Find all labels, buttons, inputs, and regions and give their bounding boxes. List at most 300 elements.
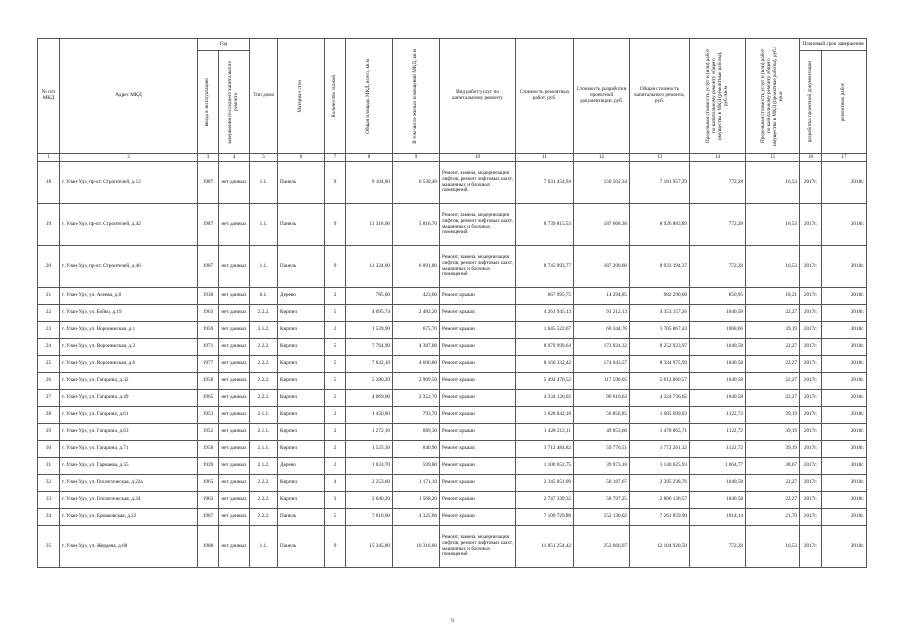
address-cell: г. Улан-Удэ, ул. Воронежская, д.2 (60, 339, 198, 356)
row-number-cell: 22 (38, 305, 60, 322)
wall-material-cell: Кирпич (278, 339, 325, 356)
column-number: 5 (250, 154, 278, 162)
wall-material-cell: Кирпич (278, 424, 325, 441)
deadline-design-cell: 2017г. (800, 441, 822, 458)
repair-cost-cell: 8 745 993,77 (516, 246, 574, 288)
deadline-repair-cell: 2018г. (822, 441, 867, 458)
commission-year-cell: 1952 (198, 424, 219, 441)
address-cell: г. Улан-Удэ, ул. Воронежская, д.1 (60, 322, 198, 339)
house-type-cell: 2.2.2. (250, 492, 278, 509)
column-number: 11 (516, 154, 574, 162)
column-number: 7 (325, 154, 346, 162)
row-number-cell: 20 (38, 246, 60, 288)
last-repair-cell: нет данных (219, 356, 250, 373)
limit-design-cell: 39,19 (746, 407, 800, 424)
floors-cell: 2 (325, 458, 346, 475)
header-last-repair-year: завершения последнего капитального ремонта (219, 51, 250, 154)
limit-repair-cell: 772,28 (690, 526, 746, 568)
deadline-design-cell: 2017г. (800, 475, 822, 492)
house-type-cell: 2.2.2. (250, 475, 278, 492)
living-area-cell: 689,30 (393, 424, 440, 441)
floors-cell: 5 (325, 356, 346, 373)
house-type-cell: 2.2.2. (250, 390, 278, 407)
deadline-repair-cell: 2018г. (822, 162, 867, 204)
table-row (38, 373, 867, 390)
column-number: 15 (746, 154, 800, 162)
last-repair-cell: нет данных (219, 441, 250, 458)
deadline-repair-cell: 2018г. (822, 390, 867, 407)
living-area-cell: 6 091,80 (393, 246, 440, 288)
column-number: 2 (60, 154, 198, 162)
total-area-cell: 4 095,74 (346, 305, 393, 322)
floors-cell: 2 (325, 288, 346, 305)
address-cell: г. Улан-Удэ, ул. Гагарина, д.49 (60, 390, 198, 407)
repair-cost-cell: 8 160 332,42 (516, 356, 574, 373)
wall-material-cell: Кирпич (278, 373, 325, 390)
deadline-repair-cell: 2018г. (822, 475, 867, 492)
total-area-cell: 7 010,60 (346, 509, 393, 526)
limit-design-cell: 22,27 (746, 305, 800, 322)
column-number: 17 (822, 154, 867, 162)
deadline-design-cell: 2017г. (800, 492, 822, 509)
design-cost-cell: 58 797,25 (574, 492, 630, 509)
limit-design-cell: 22,27 (746, 492, 800, 509)
limit-design-cell: 16,53 (746, 526, 800, 568)
repair-cost-cell: 7 031 454,94 (516, 162, 574, 204)
total-cost-cell: 5 612 060,57 (630, 373, 690, 390)
commission-year-cell: 1959 (198, 322, 219, 339)
repair-cost-cell: 1 100 652,75 (516, 458, 574, 475)
row-number-cell: 18 (38, 162, 60, 204)
repair-cost-cell: 1 428 212,11 (516, 424, 574, 441)
limit-repair-cell: 1040,58 (690, 492, 746, 509)
repair-cost-cell: 8 739 815,53 (516, 204, 574, 246)
limit-repair-cell: 1068,66 (690, 322, 746, 339)
limit-design-cell: 22,27 (746, 475, 800, 492)
work-type-cell: Ремонт, замена, модернизация лифтов, ремонт лифтовых шахт, машинных и блочных помещений (440, 204, 516, 246)
design-cost-cell: 152 130,02 (574, 509, 630, 526)
repair-cost-cell: 7 109 729,88 (516, 509, 574, 526)
deadline-repair-cell: 2018г. (822, 509, 867, 526)
total-cost-cell: 1 140 625,93 (630, 458, 690, 475)
row-number-cell: 29 (38, 424, 60, 441)
floors-cell: 2 (325, 407, 346, 424)
column-number: 13 (630, 154, 690, 162)
work-type-cell: Ремонт крыши (440, 373, 516, 390)
last-repair-cell: нет данных (219, 509, 250, 526)
living-area-cell: 6 530,40 (393, 162, 440, 204)
last-repair-cell: нет данных (219, 322, 250, 339)
address-cell: г. Улан-Удэ, ул. Гагарина, д.32 (60, 373, 198, 390)
deadline-design-cell: 2017г. (800, 246, 822, 288)
living-area-cell: 793,70 (393, 407, 440, 424)
house-type-cell: 6.1. (250, 288, 278, 305)
repair-cost-cell: 2 345 051,09 (516, 475, 574, 492)
design-cost-cell: 50 187,67 (574, 475, 630, 492)
total-area-cell: 11 324,00 (346, 246, 393, 288)
row-number-cell: 23 (38, 322, 60, 339)
living-area-cell: 2 909,50 (393, 373, 440, 390)
last-repair-cell: нет данных (219, 424, 250, 441)
column-number: 16 (800, 154, 822, 162)
limit-repair-cell: 1040,58 (690, 356, 746, 373)
commission-year-cell: 1958 (198, 373, 219, 390)
floors-cell: 9 (325, 204, 346, 246)
header-deadline-design: разработка проектной документации (800, 51, 822, 154)
work-type-cell: Ремонт крыши (440, 288, 516, 305)
design-cost-cell: 60 344,76 (574, 322, 630, 339)
column-number: 10 (440, 154, 516, 162)
design-cost-cell: 172 924,32 (574, 339, 630, 356)
deadline-design-cell: 2017г. (800, 305, 822, 322)
living-area-cell: 4 606,80 (393, 356, 440, 373)
wall-material-cell: Кирпич (278, 305, 325, 322)
design-cost-cell: 90 616,63 (574, 390, 630, 407)
commission-year-cell: 1987 (198, 246, 219, 288)
header-work-type: Вид работ/услуг по капитальному ремонту (440, 39, 516, 154)
design-cost-cell: 174 643,57 (574, 356, 630, 373)
header-mkd-number: № п/п МКД (38, 39, 60, 154)
design-cost-cell: 39 973,18 (574, 458, 630, 475)
work-type-cell: Ремонт крыши (440, 509, 516, 526)
total-cost-cell: 7 181 957,29 (630, 162, 690, 204)
floors-cell: 5 (325, 373, 346, 390)
deadline-repair-cell: 2018г. (822, 356, 867, 373)
house-type-cell: 2.1.2. (250, 458, 278, 475)
deadline-design-cell: 2017г. (800, 424, 822, 441)
repair-cost-cell: 11 851 254,42 (516, 526, 574, 568)
table-row (38, 356, 867, 373)
house-type-cell: 2.2.2. (250, 373, 278, 390)
address-cell: г. Улан-Удэ, пр-кт. Строителей, д.42 (60, 204, 198, 246)
row-number-cell: 34 (38, 509, 60, 526)
header-design-cost: Стоимость разработки проектной документации, руб. (574, 39, 630, 154)
deadline-design-cell: 2017г. (800, 356, 822, 373)
address-cell: г. Улан-Удэ, ул. Бойко, д.19 (60, 305, 198, 322)
work-type-cell: Ремонт крыши (440, 339, 516, 356)
limit-repair-cell: 1040,58 (690, 305, 746, 322)
house-type-cell: 3.1.2. (250, 322, 278, 339)
row-number-cell: 32 (38, 475, 60, 492)
table-row (38, 407, 867, 424)
house-type-cell: 1.1. (250, 246, 278, 288)
total-area-cell: 11 316,00 (346, 204, 393, 246)
header-total-area: Общая площадь МКД, всего, кв.м (346, 39, 393, 154)
total-area-cell: 9 104,80 (346, 162, 393, 204)
house-type-cell: 2.2.2. (250, 509, 278, 526)
total-area-cell: 15 345,80 (346, 526, 393, 568)
total-area-cell: 2 253,60 (346, 475, 393, 492)
limit-design-cell: 39,19 (746, 441, 800, 458)
limit-repair-cell: 1 064,77 (690, 458, 746, 475)
wall-material-cell: Панель (278, 509, 325, 526)
wall-material-cell: Панель (278, 246, 325, 288)
wall-material-cell: Панель (278, 526, 325, 568)
wall-material-cell: Кирпич (278, 475, 325, 492)
house-type-cell: 1.1. (250, 526, 278, 568)
last-repair-cell: нет данных (219, 458, 250, 475)
capital-repair-table (37, 38, 867, 568)
floors-cell: 5 (325, 509, 346, 526)
deadline-design-cell: 2017г. (800, 526, 822, 568)
column-number-row (38, 154, 867, 162)
limit-design-cell: 22,27 (746, 390, 800, 407)
floors-cell: 9 (325, 246, 346, 288)
last-repair-cell: нет данных (219, 305, 250, 322)
address-cell: г. Улан-Удэ, ул. Гагарина, д.71 (60, 441, 198, 458)
deadline-design-cell: 2017г. (800, 458, 822, 475)
repair-cost-cell: 667 995,75 (516, 288, 574, 305)
total-cost-cell: 8 933 194,37 (630, 246, 690, 288)
work-type-cell: Ремонт крыши (440, 305, 516, 322)
address-cell: г. Улан-Удэ, ул. Геологическая, д.22а (60, 475, 198, 492)
row-number-cell: 31 (38, 458, 60, 475)
row-number-cell: 21 (38, 288, 60, 305)
commission-year-cell: 1987 (198, 204, 219, 246)
total-cost-cell: 1 772 261,32 (630, 441, 690, 458)
total-cost-cell: 4 353 157,26 (630, 305, 690, 322)
limit-design-cell: 18,21 (746, 288, 800, 305)
last-repair-cell: нет данных (219, 407, 250, 424)
total-area-cell: 1 450,80 (346, 407, 393, 424)
floors-cell: 3 (325, 492, 346, 509)
wall-material-cell: Дерево (278, 288, 325, 305)
floors-cell: 2 (325, 322, 346, 339)
header-repair-cost: Стоимость ремонтных работ, руб. (516, 39, 574, 154)
work-type-cell: Ремонт крыши (440, 475, 516, 492)
deadline-repair-cell: 2018г. (822, 492, 867, 509)
address-cell: г. Улан-Удэ, ул. Геологическая, д.24 (60, 492, 198, 509)
design-cost-cell: 117 590,05 (574, 373, 630, 390)
work-type-cell: Ремонт крыши (440, 407, 516, 424)
last-repair-cell: нет данных (219, 390, 250, 407)
total-cost-cell: 682 290,60 (630, 288, 690, 305)
design-cost-cell: 187 068,36 (574, 204, 630, 246)
floors-cell: 5 (325, 305, 346, 322)
limit-repair-cell: 1122,72 (690, 424, 746, 441)
last-repair-cell: нет данных (219, 288, 250, 305)
repair-cost-cell: 4 261 945,13 (516, 305, 574, 322)
commission-year-cell: 1953 (198, 407, 219, 424)
wall-material-cell: Кирпич (278, 407, 325, 424)
total-area-cell: 1 525,30 (346, 441, 393, 458)
house-type-cell: 1.1. (250, 162, 278, 204)
total-cost-cell: 1 685 699,03 (630, 407, 690, 424)
commission-year-cell: 1963 (198, 305, 219, 322)
last-repair-cell: нет данных (219, 204, 250, 246)
repair-cost-cell: 2 747 339,32 (516, 492, 574, 509)
total-area-cell: 1 272,10 (346, 424, 393, 441)
total-area-cell: 1 033,70 (346, 458, 393, 475)
living-area-cell: 599,80 (393, 458, 440, 475)
deadline-repair-cell: 2018г. (822, 373, 867, 390)
deadline-repair-cell: 2018г. (822, 288, 867, 305)
work-type-cell: Ремонт, замена, модернизация лифтов, ремонт лифтовых шахт, машинных и блочных помещений (440, 526, 516, 568)
header-year-group: Год (198, 39, 250, 51)
wall-material-cell: Кирпич (278, 390, 325, 407)
deadline-design-cell: 2017г. (800, 373, 822, 390)
last-repair-cell: нет данных (219, 492, 250, 509)
deadline-repair-cell: 2018г. (822, 458, 867, 475)
header-wall-material: Материал стен (278, 39, 325, 154)
header-address: Адрес МКД (60, 39, 198, 154)
table-row (38, 339, 867, 356)
limit-repair-cell: 772,28 (690, 246, 746, 288)
repair-cost-cell: 4 234 120,02 (516, 390, 574, 407)
living-area-cell: 2 352,70 (393, 390, 440, 407)
address-cell: г. Улан-Удэ, ул. Воронежская, д.6 (60, 356, 198, 373)
limit-design-cell: 22,27 (746, 356, 800, 373)
column-number: 8 (346, 154, 393, 162)
total-cost-cell: 2 806 136,57 (630, 492, 690, 509)
limit-repair-cell: 850,95 (690, 288, 746, 305)
work-type-cell: Ремонт крыши (440, 390, 516, 407)
house-type-cell: 2.2.2. (250, 339, 278, 356)
deadline-design-cell: 2017г. (800, 390, 822, 407)
living-area-cell: 1 171,10 (393, 475, 440, 492)
commission-year-cell: 1971 (198, 339, 219, 356)
limit-repair-cell: 772,28 (690, 162, 746, 204)
limit-repair-cell: 1040,58 (690, 373, 746, 390)
house-type-cell: 2.1.1. (250, 424, 278, 441)
address-cell: г. Улан-Удэ, ул. Жердева, д.68 (60, 526, 198, 568)
commission-year-cell: 1930 (198, 288, 219, 305)
design-cost-cell: 187 200,60 (574, 246, 630, 288)
total-area-cell: 5 280,20 (346, 373, 393, 390)
commission-year-cell: 1977 (198, 356, 219, 373)
repair-cost-cell: 5 494 470,52 (516, 373, 574, 390)
row-number-cell: 33 (38, 492, 60, 509)
deadline-design-cell: 2017г. (800, 162, 822, 204)
total-area-cell: 2 640,20 (346, 492, 393, 509)
total-cost-cell: 2 395 238,76 (630, 475, 690, 492)
header-deadline-repair: ремонтных работ (822, 51, 867, 154)
total-cost-cell: 4 324 736,65 (630, 390, 690, 407)
table-row (38, 288, 867, 305)
floors-cell: 9 (325, 162, 346, 204)
header-commission-year: ввода в эксплуатацию (198, 51, 219, 154)
work-type-cell: Ремонт крыши (440, 458, 516, 475)
last-repair-cell: нет данных (219, 475, 250, 492)
work-type-cell: Ремонт, замена, модернизация лифтов, ремонт лифтовых шахт, машинных и блочных помещений (440, 246, 516, 288)
limit-repair-cell: 1122,72 (690, 407, 746, 424)
table-row (38, 390, 867, 407)
last-repair-cell: нет данных (219, 162, 250, 204)
total-cost-cell: 12 104 920,50 (630, 526, 690, 568)
limit-design-cell: 16,53 (746, 246, 800, 288)
work-type-cell: Ремонт крыши (440, 356, 516, 373)
deadline-design-cell: 2017г. (800, 204, 822, 246)
row-number-cell: 28 (38, 407, 60, 424)
deadline-repair-cell: 2018г. (822, 424, 867, 441)
deadline-repair-cell: 2018г. (822, 246, 867, 288)
design-cost-cell: 49 853,60 (574, 424, 630, 441)
column-number: 4 (219, 154, 250, 162)
total-cost-cell: 7 261 859,90 (630, 509, 690, 526)
design-cost-cell: 150 502,34 (574, 162, 630, 204)
floors-cell: 5 (325, 339, 346, 356)
floors-cell: 9 (325, 526, 346, 568)
limit-repair-cell: 1014,14 (690, 509, 746, 526)
row-number-cell: 24 (38, 339, 60, 356)
row-number-cell: 25 (38, 356, 60, 373)
limit-design-cell: 39,19 (746, 424, 800, 441)
commission-year-cell: 1958 (198, 441, 219, 458)
page-number: 9 (451, 619, 454, 624)
living-area-cell: 1 568,20 (393, 492, 440, 509)
address-cell: г. Улан-Удэ, ул. Гармаева, д.55 (60, 458, 198, 475)
header-living-area: В том числе жилых помещений МКД, кв.м (393, 39, 440, 154)
living-area-cell: 4 387,00 (393, 339, 440, 356)
living-area-cell: 675,70 (393, 322, 440, 339)
header-total-cost: Общая стоимость капитального ремонта, руб. (630, 39, 690, 154)
repair-cost-cell: 1 712 484,82 (516, 441, 574, 458)
commission-year-cell: 1965 (198, 475, 219, 492)
row-number-cell: 26 (38, 373, 60, 390)
floors-cell: 4 (325, 475, 346, 492)
house-type-cell: 2.1.1. (250, 441, 278, 458)
floors-cell: 5 (325, 390, 346, 407)
row-number-cell: 35 (38, 526, 60, 568)
limit-repair-cell: 1040,58 (690, 475, 746, 492)
total-area-cell: 785,00 (346, 288, 393, 305)
repair-cost-cell: 1 628 842,18 (516, 407, 574, 424)
address-cell: г. Улан-Удэ, ул. Ермаковская, д.22 (60, 509, 198, 526)
commission-year-cell: 1963 (198, 492, 219, 509)
header-floors: Количество этажей (325, 39, 346, 154)
table-row (38, 509, 867, 526)
last-repair-cell: нет данных (219, 246, 250, 288)
commission-year-cell: 1987 (198, 509, 219, 526)
column-number: 9 (393, 154, 440, 162)
wall-material-cell: Кирпич (278, 322, 325, 339)
last-repair-cell: нет данных (219, 526, 250, 568)
total-area-cell: 7 842,10 (346, 356, 393, 373)
table-row (38, 162, 867, 204)
design-cost-cell: 59 776,51 (574, 441, 630, 458)
address-cell: г. Улан-Удэ, ул. Асеева, д.8 (60, 288, 198, 305)
column-number: 1 (38, 154, 60, 162)
design-cost-cell: 56 856,85 (574, 407, 630, 424)
floors-cell: 2 (325, 424, 346, 441)
work-type-cell: Ремонт крыши (440, 492, 516, 509)
living-area-cell: 5 816,70 (393, 204, 440, 246)
limit-repair-cell: 1040,58 (690, 339, 746, 356)
table-row (38, 458, 867, 475)
living-area-cell: 2 482,20 (393, 305, 440, 322)
deadline-repair-cell: 2018г. (822, 407, 867, 424)
floors-cell: 2 (325, 441, 346, 458)
deadline-design-cell: 2017г. (800, 288, 822, 305)
limit-design-cell: 22,27 (746, 373, 800, 390)
total-cost-cell: 8 926 883,89 (630, 204, 690, 246)
deadline-design-cell: 2017г. (800, 509, 822, 526)
address-cell: г. Улан-Удэ, пр-кт. Строителей, д.12 (60, 162, 198, 204)
table-row (38, 424, 867, 441)
commission-year-cell: 1939 (198, 458, 219, 475)
living-area-cell: 4 325,60 (393, 509, 440, 526)
work-type-cell: Ремонт крыши (440, 322, 516, 339)
design-cost-cell: 14 294,85 (574, 288, 630, 305)
header-planned-deadline: Плановый срок завершения (800, 39, 867, 51)
limit-repair-cell: 1040,58 (690, 390, 746, 407)
row-number-cell: 30 (38, 441, 60, 458)
deadline-repair-cell: 2018г. (822, 322, 867, 339)
limit-design-cell: 22,27 (746, 339, 800, 356)
wall-material-cell: Панель (278, 204, 325, 246)
limit-design-cell: 16,53 (746, 162, 800, 204)
house-type-cell: 2.2.2. (250, 356, 278, 373)
